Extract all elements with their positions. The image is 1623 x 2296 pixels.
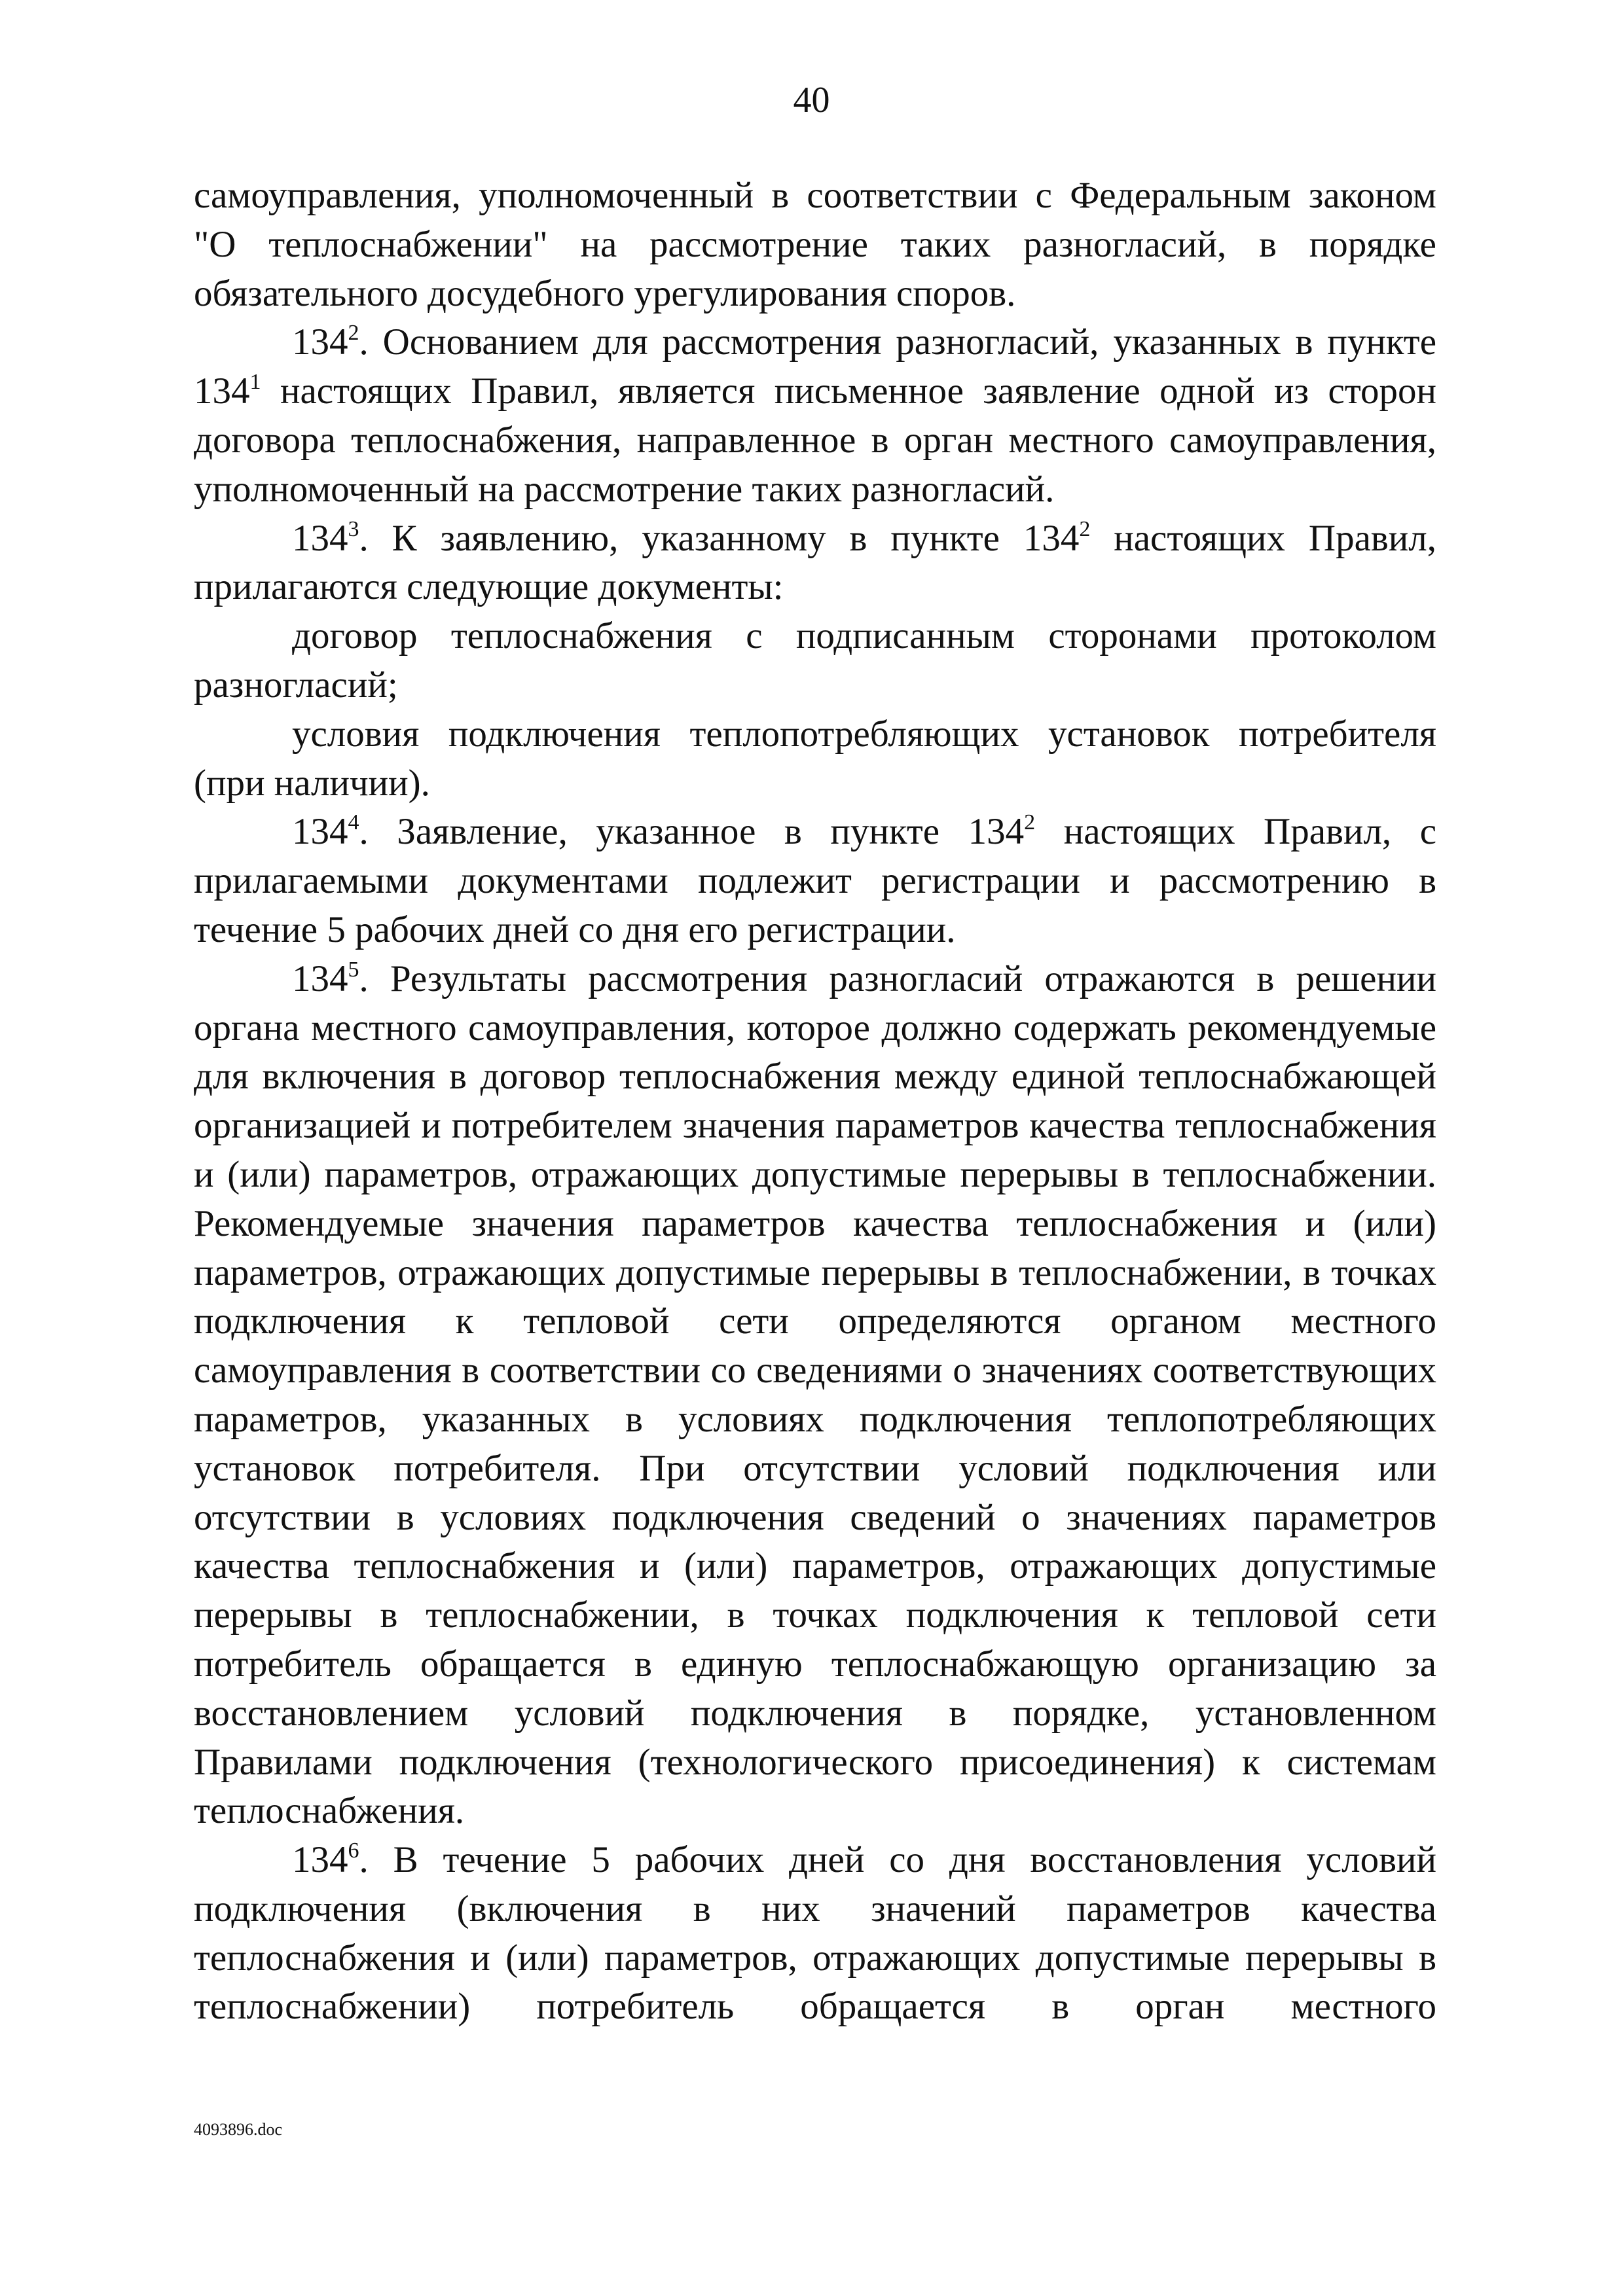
- paragraph-134-3: [194, 514, 1436, 613]
- list-item-connection-conditions: условия подключения теплопотребляющих установок потребителя (при наличии).: [194, 713, 1436, 804]
- clause-text-part: настоящих Правил, является письменное заявление одной из сторон договора теплоснабжения, направленное в орган местного самоуправления, уполномоченный на рассмотрение таких разногласий.: [194, 370, 1436, 510]
- document-body: [194, 171, 1436, 2032]
- clause-text-part: . Основанием для рассмотрения разногласий, указанных в пункте 134: [194, 321, 1436, 412]
- clause-text-part: . Заявление, указанное в пункте 134: [359, 811, 1025, 853]
- paragraph-134-5: [194, 955, 1436, 1836]
- clause-superscript: 2: [348, 321, 359, 346]
- clause-superscript: 5: [348, 957, 359, 982]
- document-filename: 4093896.doc: [194, 2120, 283, 2139]
- reference-superscript: 2: [1079, 516, 1091, 541]
- reference-superscript: 2: [1024, 810, 1036, 835]
- list-item-contract: договор теплоснабжения с подписанным сторонами протоколом разногласий;: [194, 615, 1436, 706]
- paragraph-continuation: самоуправления, уполномоченный в соответствии с Федеральным законом "О теплоснабжении" на рассмотрение таких разногласий, в порядке обязательного досудебного урегулирования споров.: [194, 175, 1436, 314]
- clause-text-part: настоящих Правил, прилагаются следующие документы:: [194, 517, 1436, 608]
- clause-text-part: . К заявлению, указанному в пункте 134: [359, 517, 1080, 559]
- paragraph-134-6: [194, 1836, 1436, 2032]
- clause-number: 134: [292, 1839, 348, 1881]
- clause-text-part: настоящих Правил, с прилагаемыми документами подлежит регистрации и рассмотрению в течение 5 рабочих дней со дня его регистрации.: [194, 811, 1436, 950]
- clause-superscript: 4: [348, 810, 359, 835]
- clause-superscript: 3: [348, 516, 359, 541]
- paragraph-134-2: [194, 318, 1436, 514]
- clause-number: 134: [292, 958, 348, 999]
- paragraph-134-4: [194, 808, 1436, 954]
- clause-text-part: . Результаты рассмотрения разногласий отражаются в решении органа местного самоуправления, которое должно содержать рекомендуемые для включения в договор теплоснабжения между единой теплоснабжающей организацией и потребителем значения параметров качества теплоснабжения и (или) параметров, отражающих допустимые перерывы в теплоснабжении. Рекомендуемые значения параметров качества теплоснабжения и (или) параметров, отражающих допустимые перерывы в теплоснабжении, в точках подключения к тепловой сети определяются органом местного самоуправления в соответствии со сведениями о значениях соответствующих параметров, указанных в условиях подключения теплопотребляющих установок потребителя. При отсутствии условий подключения или отсутствии в условиях подключения сведений о значениях параметров качества теплоснабжения и (или) параметров, отражающих допустимые перерывы в теплоснабжении, в точках подключения к тепловой сети потребитель обращается в единую теплоснабжающую организацию за восстановлением условий подключения в порядке, установленном Правилами подключения (технологического присоединения) к системам теплоснабжения.: [194, 958, 1436, 1832]
- clause-superscript: 6: [348, 1839, 359, 1863]
- clause-number: 134: [292, 321, 348, 363]
- clause-number: 134: [292, 811, 348, 853]
- clause-text-part: . В течение 5 рабочих дней со дня восстановления условий подключения (включения в них значений параметров качества теплоснабжения и (или) параметров, отражающих допустимые перерывы в теплоснабжении) потребитель обращается в орган местного: [194, 1839, 1436, 2028]
- clause-number: 134: [292, 517, 348, 559]
- page-number: 40: [793, 80, 830, 120]
- reference-superscript: 1: [249, 370, 261, 395]
